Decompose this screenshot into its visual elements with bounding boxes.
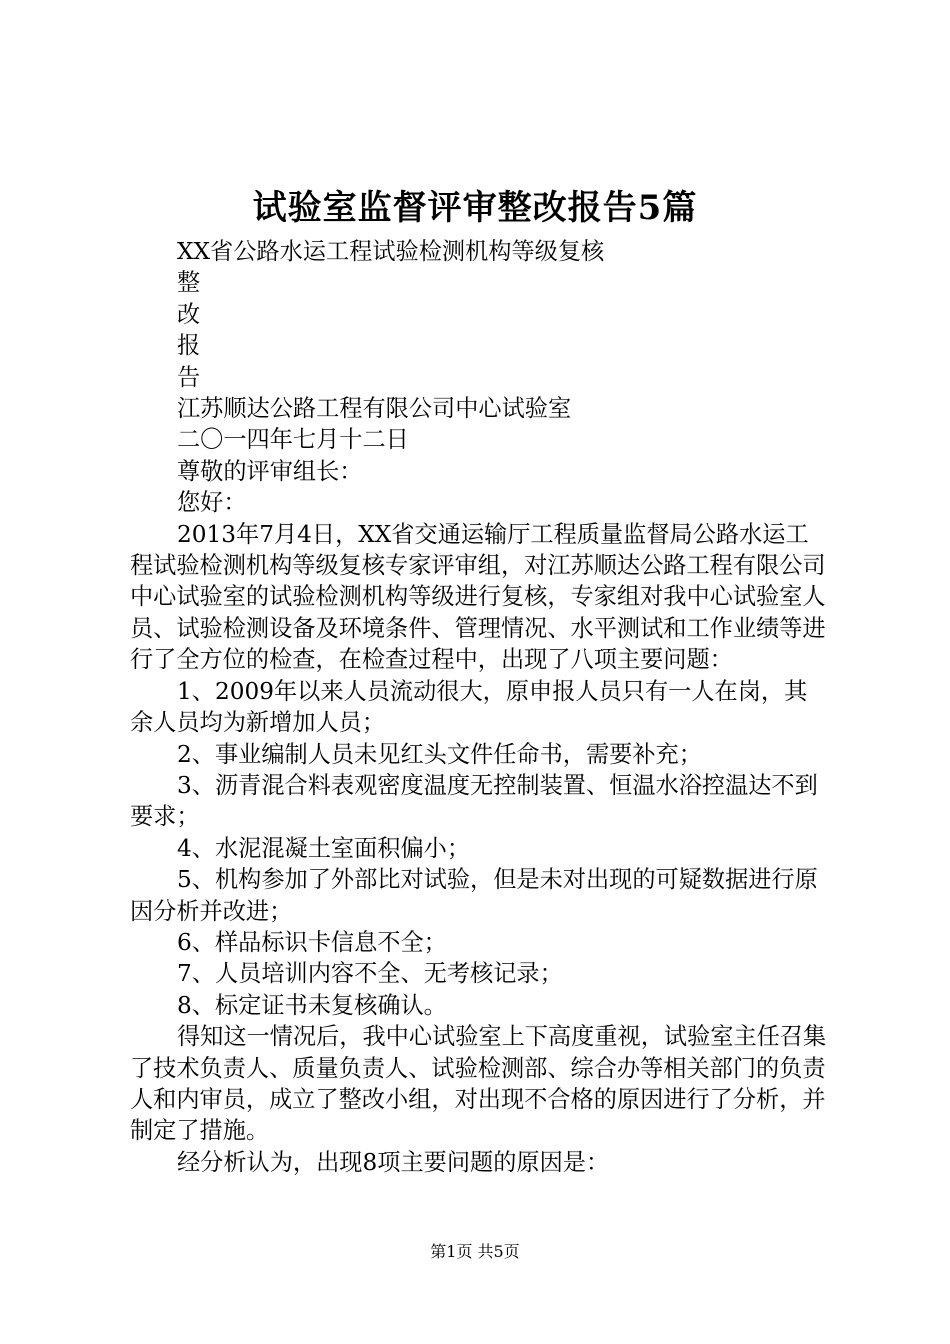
paragraph-issue-2: 2、事业编制人员未见红头文件任命书，需要补充； [177,740,702,768]
header-line-zheng: 整 [177,269,201,297]
paragraph-issue-4: 4、水泥混凝土室面积偏小； [177,834,471,862]
paragraph-issue-1: 1、2009年以来人员流动很大，原申报人员只有一人在岗，其余人员均为新增加人员； [130,677,808,737]
paragraph-issue-7: 7、人员培训内容不全、无考核记录； [177,960,563,988]
paragraph-response: 得知这一情况后，我中心试验室上下高度重视，试验室主任召集了技术负责人、质量负责人、试验检测部、综合办等相关部门的负责人和内审员，成立了整改小组，对出现不合格的原因进行了分析，并制定了措施。 [130,1023,827,1145]
header-line-agency: XX省公路水运工程试验检测机构等级复核 [177,238,605,265]
page-footer: 第1页 共5页 [430,1242,520,1261]
paragraph-issue-5: 5、机构参加了外部比对试验，但是未对出现的可疑数据进行原因分析并改进； [130,866,818,925]
greeting: 您好： [177,489,247,517]
header-line-bao: 报 [177,332,201,360]
paragraph-issue-3: 3、沥青混合料表观密度温度无控制装置、恒温水浴控温达不到要求； [130,771,818,831]
header-line-company: 江苏顺达公路工程有限公司中心试验室 [177,395,572,423]
header-line-gao: 告 [177,363,201,391]
paragraph-issue-8: 8、标定证书未复核确认。 [177,991,447,1019]
paragraph-analysis: 经分析认为，出现8项主要问题的原因是： [177,1148,610,1176]
document-title: 试验室监督评审整改报告5篇 [252,188,698,228]
paragraph-intro: 2013年7月4日，XX省交通运输厅工程质量监督局公路水运工程试验检测机构等级复核专家评审组，对江苏顺达公路工程有限公司中心试验室的试验检测机构等级进行复核，专家组对我中心试验室人员、试验检测设备及环境条件、管理情况、水平测试和工作业绩等进行了全方位的检查，在检查过程中，出现了八项主要问题： [130,520,826,674]
paragraph-issue-6: 6、样品标识卡信息不全； [177,928,447,956]
salutation: 尊敬的评审组长： [177,457,363,485]
header-line-date: 二〇一四年七月十二日 [177,426,409,454]
header-line-gai: 改 [177,300,201,328]
document-body [130,236,830,1178]
